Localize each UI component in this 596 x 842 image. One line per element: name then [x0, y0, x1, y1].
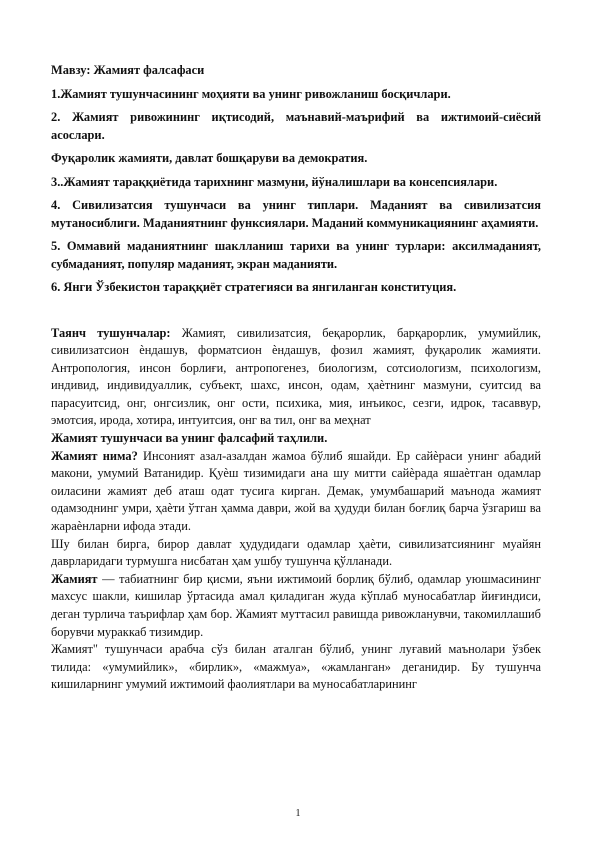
topic-item-4: 4. Сивилизатсия тушунчаси ва унинг типлари. Маданият ва сивилизатсия мутаносиблиги. Маданиятнинг функсиялари. Маданий коммуникациянинг аҳамияти. [51, 198, 541, 230]
topic-item-3: 3..Жамият тараққиётида тарихнинг мазмуни, йўналишлари ва консепсиялари. [51, 174, 498, 189]
paragraph-definition [51, 571, 541, 641]
topic-item-2: 2. Жамият ривожининг иқтисодий, маънавий-маърифий ва ижтимоий-сиёсий асослари. [51, 110, 541, 142]
key-concepts-paragraph [51, 325, 541, 431]
definition-text: — табиатнинг бир қисми, яъни ижтимоий борлиқ бўлиб, одамлар уюшмасининг махсус шакли, кишилар ўртасида амал қиладиган жуда кўплаб муносабатлар йиғиндиси, деган турлича таърифлар ҳам бор. Жамият муттасил равишда ривожланувчи, такомиллашиб борувчи мураккаб тизимдир. [51, 571, 541, 639]
topic-item-2b: Фуқаролик жамияти, давлат бошқаруви ва демократия. [51, 151, 368, 165]
key-concepts-label: Таянч тушунчалар: [51, 325, 171, 340]
topic-item-6: 6. Янги Ўзбекистон тараққиёт стратегияси ва янгиланган конституция. [51, 280, 457, 294]
paragraph-state-territory: Шу билан бирга, бирор давлат ҳудудидаги одамлар ҳаѐти, сивилизатсиянинг муайян даврларидаги турмушга нисбатан ҳам ушбу тушунча қўлланади. [51, 536, 541, 569]
analysis-heading: Жамият тушунчаси ва унинг фалсафий таҳлили. [51, 431, 328, 446]
question-label: Жамият нима? [51, 448, 138, 463]
key-concepts-text: Жамият, сивилизатсия, беқарорлик, барқарорлик, умумийлик, сивилизатсион ѐндашув, форматсион ѐндашув, фозил жамият, фуқаролик жамияти. Антропология, инсон борлиғи, антропогенез, биологизм, сотсиологизм, психологизм, индивид, индивидуаллик, субъект, шахс, инсон, одам, ҳаѐтнинг мазмуни, суитсид ва парасуитсид, онг, онгсизлик, онг ости, психика, мия, инъикос, сезги, идрок, тасаввур, эмотсия, ирода, хотира, интуитсия, онг ва тил, онг ва меҳнат [51, 325, 542, 428]
page-number: 1 [295, 808, 301, 819]
paragraph-what-is-society [51, 448, 541, 536]
paragraph-etymology: Жамият" тушунчаси арабча сўз билан аталган бўлиб, унинг луғавий маънолари ўзбек тилида: «умумийлик», «бирлик», «мажмуа», «жамланган» деганидир. Бу тушунча кишиларнинг умумий ижтимоий фаолиятлари ва муносабатларининг [51, 642, 541, 692]
topic-title: Мавзу: Жамият фалсафаси [51, 63, 205, 77]
topic-item-5: 5. Оммавий маданиятнинг шаклланиш тарихи ва унинг турлари: аксилмаданият, субмаданият, популяр маданият, экран маданияти. [51, 239, 541, 271]
section-spacer [51, 303, 541, 325]
definition-label: Жамият [51, 571, 98, 586]
topic-item-1: 1.Жамият тушунчасининг моҳияти ва унинг ривожланиш босқичлари. [51, 86, 451, 101]
question-text: Инсоният азал-азалдан жамоа бўлиб яшайди. Ер сайѐраси унинг абадий макони, умумий Ватанидир. Қуѐш тизимидаги ана шу митти сайѐрада яшаѐтган одамлар оиласини жамият деб аташ одат тусига кирган. Демак, умумбашарий маънода жамият одамзоднинг умри, ҳаѐти ўтган ҳамма даври, жой ва ҳудуди билан боғлиқ барча ўзгариш ва жараѐнларни ифода этади. [51, 448, 541, 534]
